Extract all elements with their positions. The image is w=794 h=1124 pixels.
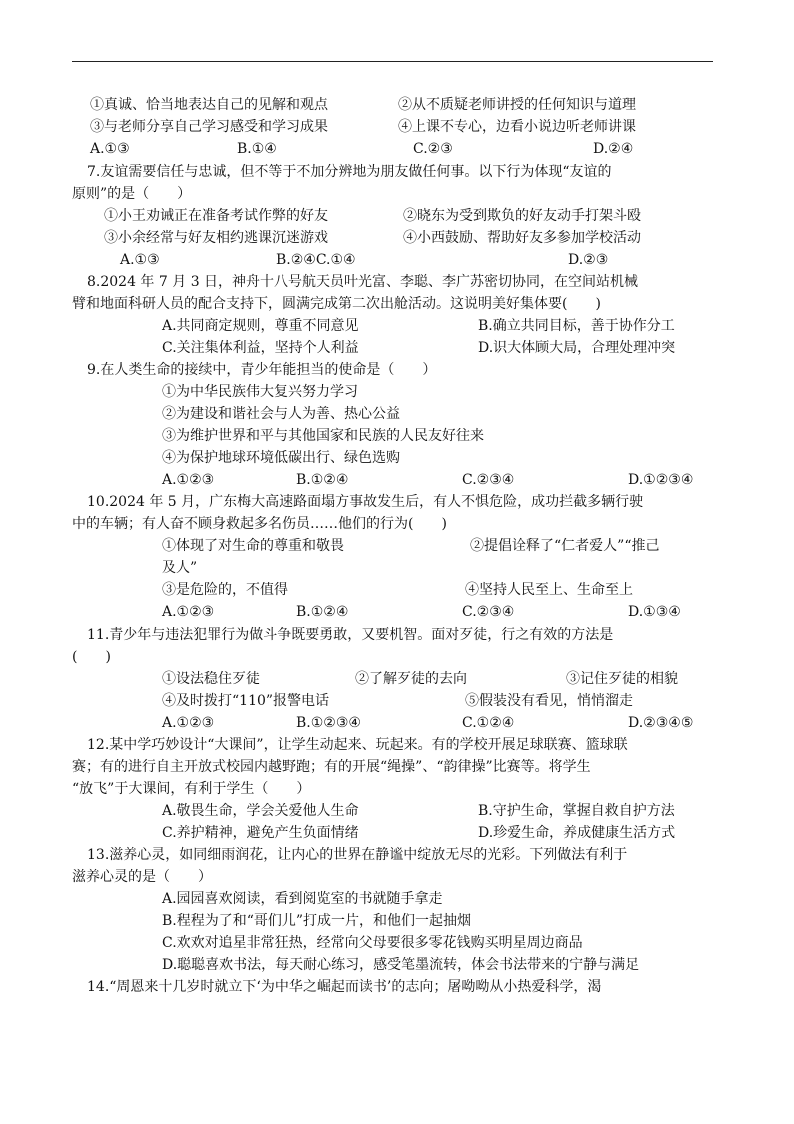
q6-statement-4: ④上课不专心，边看小说边听老师讲课 — [398, 119, 636, 135]
q7-statement-2: ②晓东为受到欺负的好友动手打架斗殴 — [403, 208, 641, 224]
q9-option-d: D.①②③④ — [628, 472, 694, 488]
q7-option-a: A.①③ — [120, 252, 160, 268]
q7-statement-4: ④小西鼓励、帮助好友多参加学校活动 — [403, 230, 641, 246]
q10-option-d: D.①③④ — [628, 604, 681, 620]
q11-option-b: B.①②③④ — [296, 715, 361, 731]
q11-stem-line-1: 11.青少年与违法犯罪行为做斗争既要勇敢，又要机智。面对歹徒，行之有效的方法是 — [87, 627, 614, 643]
q11-statement-2: ②了解歹徒的去向 — [355, 671, 467, 687]
q13-option-c: C.欢欢对追星非常狂热，经常向父母要很多零花钱购买明星周边商品 — [162, 935, 583, 951]
q10-stem-line-2: 中的车辆；有人奋不顾身救起多名伤员……他们的行为( ) — [72, 516, 447, 532]
q7-option-bc: B.②④C.①④ — [276, 252, 356, 268]
q6-statement-3: ③与老师分享自己学习感受和学习成果 — [90, 119, 328, 135]
q6-statement-2: ②从不质疑老师讲授的任何知识与道理 — [398, 97, 636, 113]
q6-option-a: A.①③ — [90, 141, 130, 157]
q13-option-b: B.程程为了和“哥们儿”打成一片，和他们一起抽烟 — [162, 913, 472, 929]
q13-option-a: A.园园喜欢阅读，看到阅览室的书就随手拿走 — [162, 891, 443, 907]
q12-stem-line-3: “放飞”于大课间，有利于学生（ ） — [72, 781, 311, 797]
q13-stem-line-1: 13.滋养心灵，如同细雨润花，让内心的世界在静谧中绽放无尽的光彩。下列做法有利于 — [87, 847, 628, 863]
q11-option-d: D.②③④⑤ — [628, 715, 694, 731]
q10-option-b: B.①②④ — [296, 604, 349, 620]
q9-statement-1: ①为中华民族伟大复兴努力学习 — [162, 384, 358, 400]
q12-option-d: D.珍爱生命，养成健康生活方式 — [478, 825, 676, 841]
q11-option-c: C.①②④ — [462, 715, 515, 731]
q12-option-b: B.守护生命，掌握自救自护方法 — [478, 803, 675, 819]
q6-option-b: B.①④ — [237, 141, 277, 157]
q9-option-b: B.①②④ — [296, 472, 349, 488]
q10-statement-2: ②提倡诠释了“仁者爱人”“推己 — [470, 538, 660, 554]
q8-stem-line-2: 臂和地面科研人员的配合支持下，圆满完成第二次出舱活动。这说明美好集体要( ) — [72, 296, 601, 312]
q11-option-a: A.①②③ — [162, 715, 215, 731]
q13-option-d: D.聪聪喜欢书法，每天耐心练习，感受笔墨流转，体会书法带来的宁静与满足 — [162, 957, 640, 973]
q10-statement-1: ①体现了对生命的尊重和敬畏 — [162, 538, 344, 554]
q10-statement-2-cont: 及人” — [162, 560, 198, 576]
q11-statement-5: ⑤假装没有看见，悄悄溜走 — [465, 693, 633, 709]
q8-option-c: C.关注集体利益，坚持个人利益 — [162, 340, 359, 356]
q12-stem-line-2: 赛；有的进行自主开放式校园内越野跑；有的开展“绳操”、“韵律操”比赛等。将学生 — [72, 759, 591, 775]
q11-statement-3: ③记住歹徒的相貌 — [566, 671, 678, 687]
q9-statement-2: ②为建设和谐社会与人为善、热心公益 — [162, 406, 400, 422]
q11-stem-line-2: ( ) — [72, 649, 111, 665]
q6-option-d: D.②④ — [593, 141, 634, 157]
q7-statement-3: ③小余经常与好友相约逃课沉迷游戏 — [104, 230, 328, 246]
q7-option-d: D.②③ — [568, 252, 609, 268]
q11-statement-1: ①设法稳住歹徒 — [162, 671, 260, 687]
q6-statement-1: ①真诚、恰当地表达自己的见解和观点 — [90, 97, 328, 113]
q10-statement-3: ③是危险的，不值得 — [162, 582, 288, 598]
q10-stem-line-1: 10.2024 年 5 月，广东梅大高速路面塌方事故发生后，有人不惧危险，成功拦截多辆行驶 — [87, 494, 644, 510]
q9-statement-3: ③为维护世界和平与其他国家和民族的人民友好往来 — [162, 428, 484, 444]
q12-option-c: C.养护精神，避免产生负面情绪 — [162, 825, 359, 841]
q8-option-b: B.确立共同目标，善于协作分工 — [478, 318, 675, 334]
q11-statement-4: ④及时拨打“110”报警电话 — [162, 693, 330, 709]
q10-option-c: C.②③④ — [462, 604, 515, 620]
q9-option-a: A.①②③ — [162, 472, 215, 488]
q6-option-c: C.②③ — [413, 141, 453, 157]
q9-statement-4: ④为保护地球环境低碳出行、绿色选购 — [162, 450, 400, 466]
q9-stem: 9.在人类生命的接续中，青少年能担当的使命是（ ） — [87, 362, 437, 378]
q7-stem-line-2: 原则”的是（ ） — [72, 186, 192, 202]
q12-option-a: A.敬畏生命，学会关爱他人生命 — [162, 803, 359, 819]
q14-stem-line-1: 14.“周恩来十几岁时就立下‘为中华之崛起而读书’的志向；屠呦呦从小热爱科学，渴 — [87, 979, 602, 995]
q12-stem-line-1: 12.某中学巧妙设计“大课间”，让学生动起来、玩起来。有的学校开展足球联赛、篮球联 — [87, 737, 628, 753]
q8-stem-line-1: 8.2024 年 7 月 3 日，神舟十八号航天员叶光富、李聪、李广苏密切协同，在空间站机械 — [87, 274, 639, 290]
q10-option-a: A.①②③ — [162, 604, 215, 620]
q7-statement-1: ①小王劝诫正在准备考试作弊的好友 — [104, 208, 328, 224]
q7-stem-line-1: 7.友谊需要信任与忠诚，但不等于不加分辨地为朋友做任何事。以下行为体现“友谊的 — [87, 164, 612, 180]
header-rule — [72, 61, 713, 62]
q9-option-c: C.②③④ — [462, 472, 515, 488]
q8-option-a: A.共同商定规则，尊重不同意见 — [162, 318, 359, 334]
q13-stem-line-2: 滋养心灵的是（ ） — [72, 869, 212, 885]
q8-option-d: D.识大体顾大局，合理处理冲突 — [478, 340, 676, 356]
q10-statement-4: ④坚持人民至上、生命至上 — [465, 582, 633, 598]
